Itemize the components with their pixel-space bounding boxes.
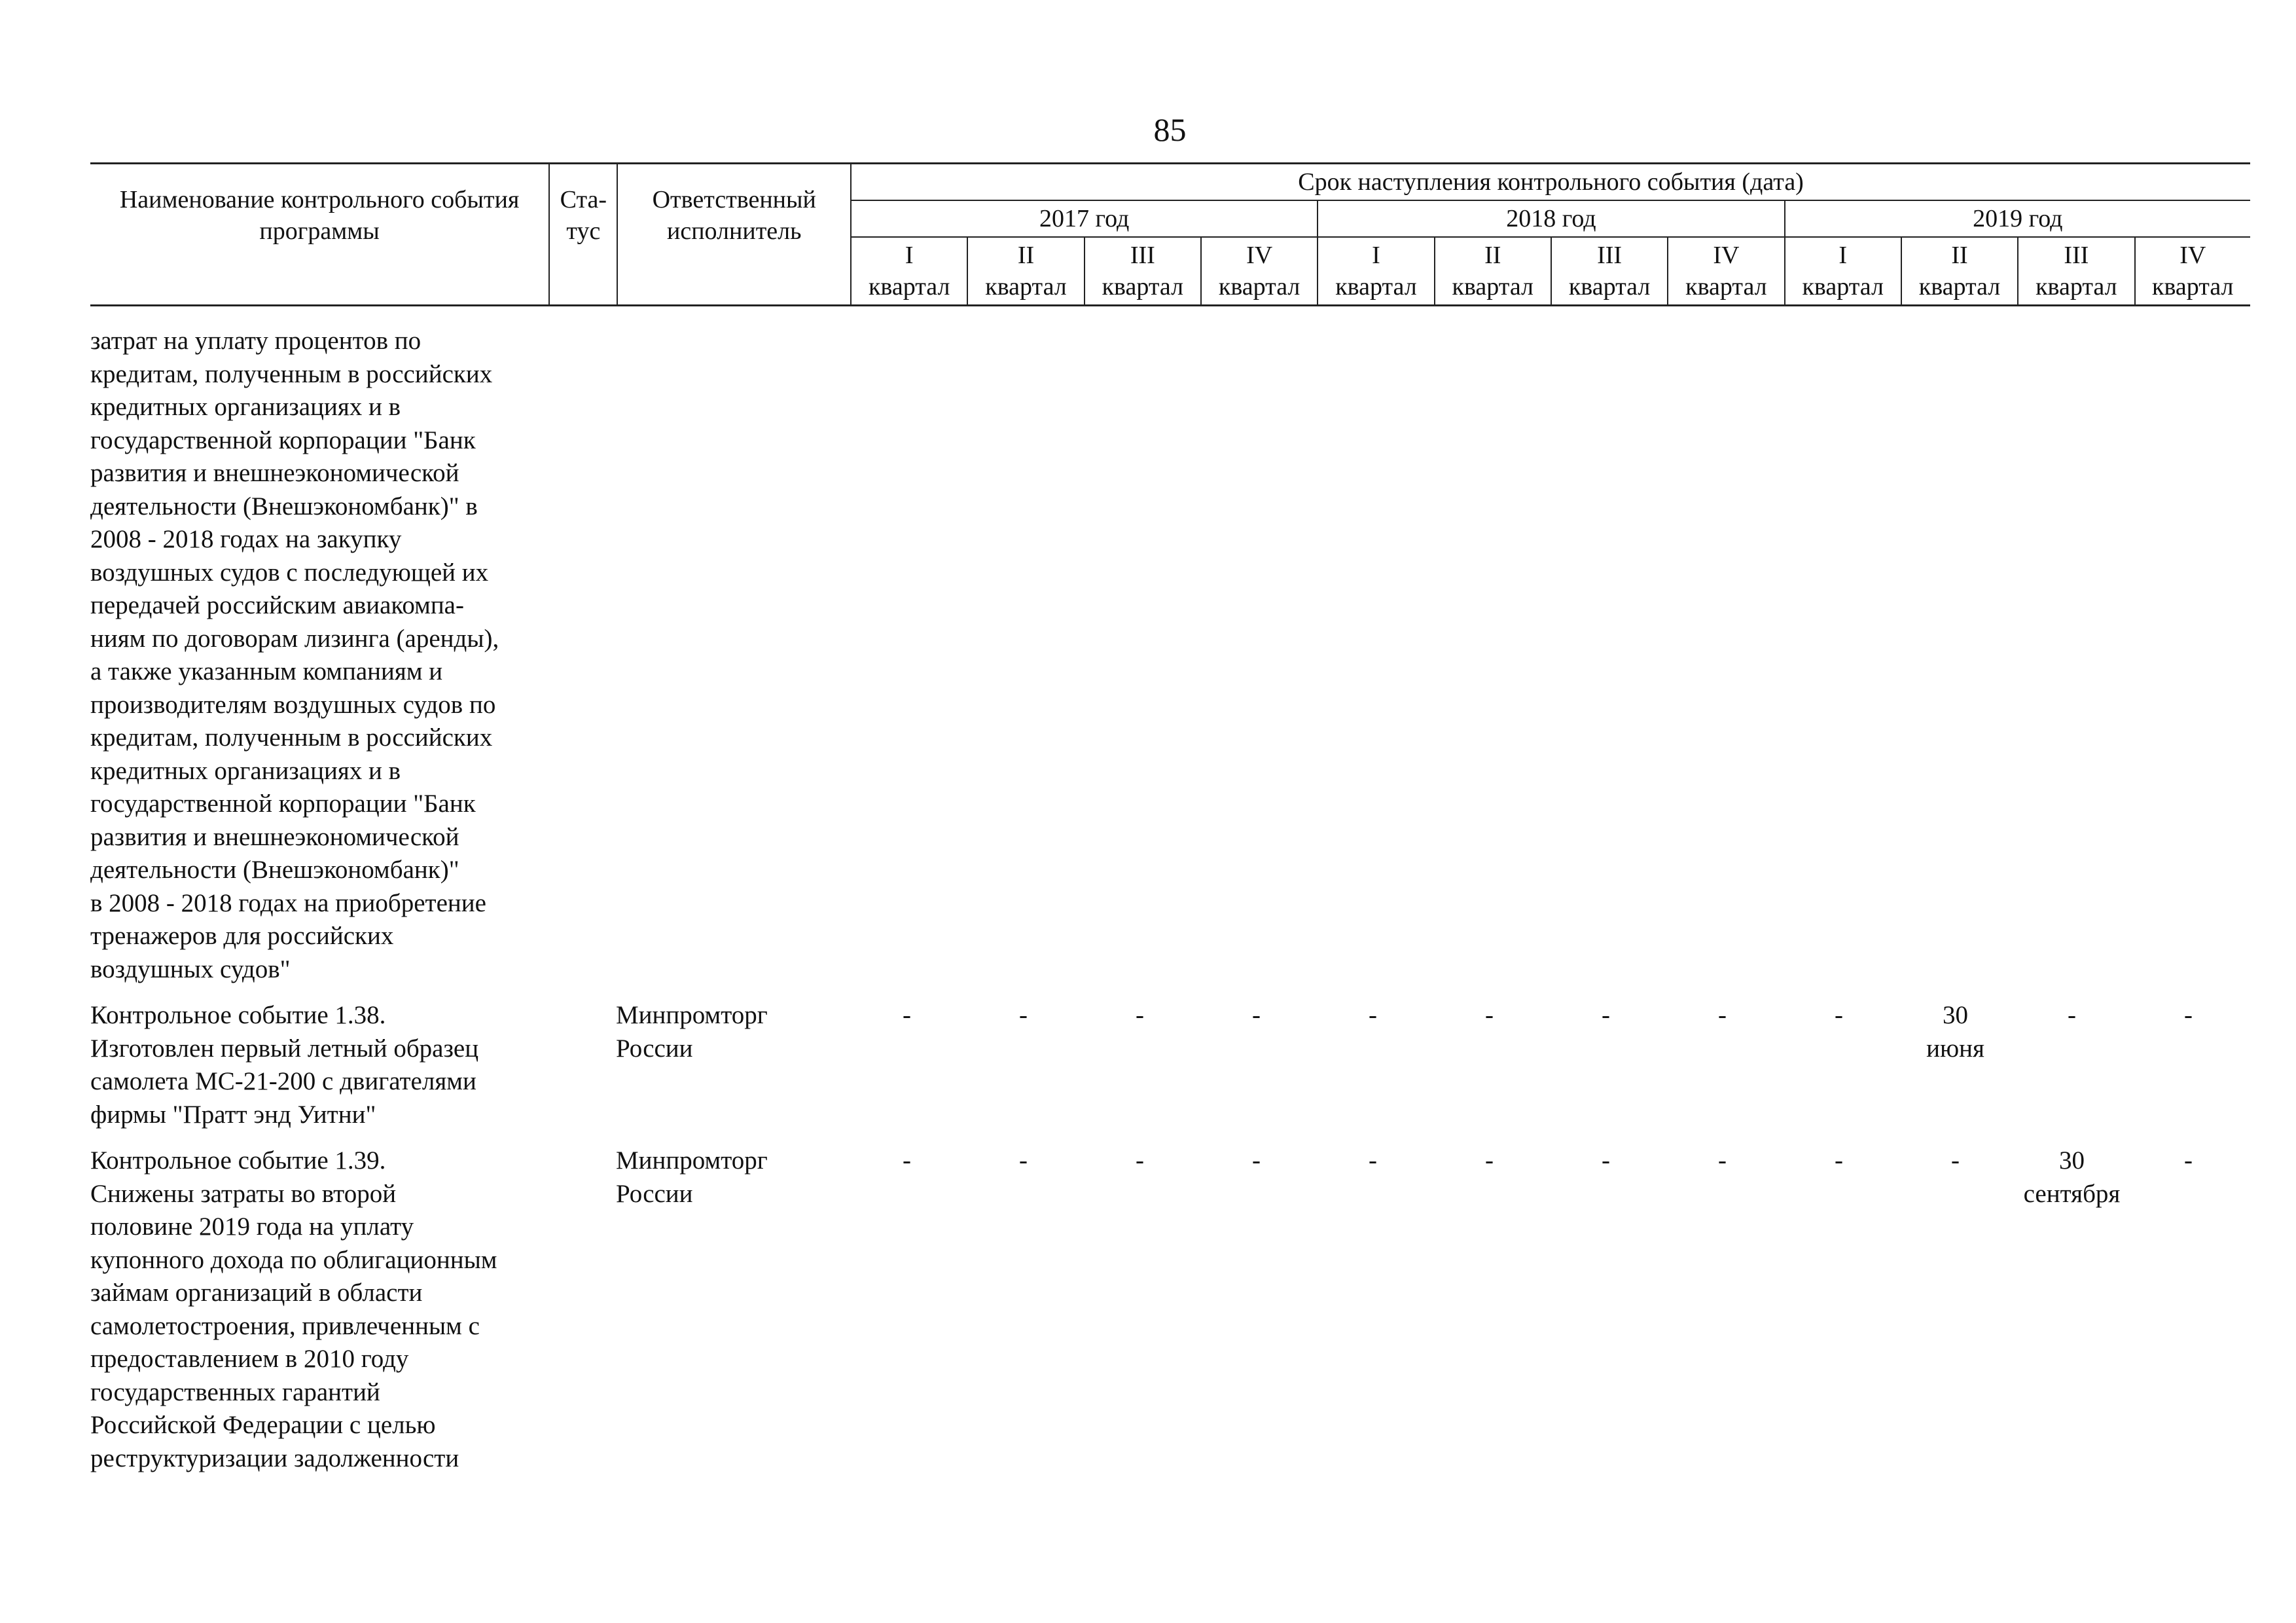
quarter-numeral: II [1017,242,1035,269]
executor: Минпромторг России [616,1001,768,1063]
header-year-2017: 2017 год [851,200,1318,237]
header-quarter [1085,237,1201,306]
quarter-word: квартал [1685,273,1767,301]
quarter-numeral: III [1130,242,1155,269]
header-year-2019: 2019 год [1785,200,2250,237]
header-quarter [967,237,1084,306]
header-quarter [1551,237,1668,306]
header-quarter [1668,237,1784,306]
header-quarter [2135,237,2251,306]
quarter-word: квартал [985,273,1067,301]
quarter-value: - [1485,1146,1494,1175]
quarter-value: - [1602,1001,1610,1029]
quarter-value: - [903,1001,911,1029]
quarter-word: квартал [1802,273,1884,301]
event-name: Контрольное событие 1.39. Снижены затраты во второй половине 2019 года на уплату купонного дохода по облигационным займам организаций в области самолетостроения, привлеченным с предоставлением в 2010 году государственных гарантий Российской Федерации с целью реструктуризации задолженности [90,1146,497,1472]
quarter-value: - [1835,1146,1843,1175]
header-executor: Ответственный исполнитель [617,164,851,306]
page-number: 85 [1153,111,1187,148]
quarter-word: квартал [2036,273,2117,301]
quarter-numeral: II [1484,242,1501,269]
quarter-numeral: IV [1713,242,1740,269]
quarter-value: - [1718,1146,1727,1175]
quarter-word: квартал [1452,273,1534,301]
header-quarter [1435,237,1551,306]
quarter-numeral: IV [2179,242,2206,269]
header-event-name: Наименование контрольного события программы [90,164,549,306]
quarter-numeral: I [1372,242,1380,269]
quarter-word: квартал [2151,273,2234,301]
header-status: Ста- тус [549,164,617,306]
quarter-word: квартал [1102,273,1184,301]
quarter-value: - [903,1146,911,1175]
quarter-word: квартал [868,273,950,301]
quarter-value: - [2184,1001,2193,1029]
quarter-value: - [1019,1146,1028,1175]
quarter-value: - [1369,1001,1377,1029]
table-row [90,999,2193,1131]
quarter-word: квартал [1918,273,2001,301]
header-quarter [851,237,967,306]
quarter-numeral: IV [1246,242,1273,269]
quarter-value: - [1019,1001,1028,1029]
quarter-value: 30 сентября [2023,1146,2121,1208]
quarter-value: - [2184,1146,2193,1175]
quarter-numeral: II [1951,242,1968,269]
events-table-body [90,325,2250,1472]
header-quarter [1901,237,2018,306]
header-year-2018: 2018 год [1318,200,1784,237]
events-table-header [90,162,2250,306]
quarter-numeral: I [905,242,914,269]
header-quarter [1785,237,1901,306]
quarter-value: - [2068,1001,2076,1029]
table-row [90,325,2250,986]
quarter-value: - [1136,1146,1144,1175]
quarter-value: - [1835,1001,1843,1029]
quarter-numeral: III [1597,242,1623,269]
quarter-word: квартал [1335,273,1417,301]
header-deadline: Срок наступления контрольного события (дата) [851,164,2250,201]
quarter-numeral: I [1839,242,1848,269]
quarter-value: - [1252,1146,1261,1175]
quarter-value: - [1718,1001,1727,1029]
quarter-value: 30 июня [1926,1001,1984,1063]
quarter-value: - [1602,1146,1610,1175]
quarter-value: - [1136,1001,1144,1029]
header-quarter [2018,237,2134,306]
header-quarter [1201,237,1318,306]
event-name: затрат на уплату процентов по кредитам, полученным в российских кредитных организациях и в государственной корпорации "Банк развития и внешнеэкономической деятельности (Внешэкономбанк)" в 2008 - 2018 годах на закупку воздушных судов с последующей их передачей российским авиакомпа- ниям по договорам лизинга (аренды), а также указанным компаниям и производителям воздушных судов по кредитам, полученным в российских кредитных организациях и в государственной корпорации "Банк развития и внешнеэкономической деятельности (Внешэкономбанк)" в 2008 - 2018 годах на приобретение тренажеров для российских воздушных судов" [90,327,499,983]
quarter-value: - [1485,1001,1494,1029]
quarter-word: квартал [1568,273,1651,301]
quarter-value: - [1252,1001,1261,1029]
quarter-word: квартал [1218,273,1300,301]
quarter-value: - [1369,1146,1377,1175]
quarter-value: - [1951,1146,1960,1175]
header-quarter [1318,237,1434,306]
event-name: Контрольное событие 1.38. Изготовлен первый летный образец самолета МС-21-200 с двигателями фирмы "Пратт энд Уитни" [90,1001,479,1129]
quarter-numeral: III [2064,242,2089,269]
table-row [90,1144,2193,1475]
executor: Минпромторг России [616,1146,768,1208]
